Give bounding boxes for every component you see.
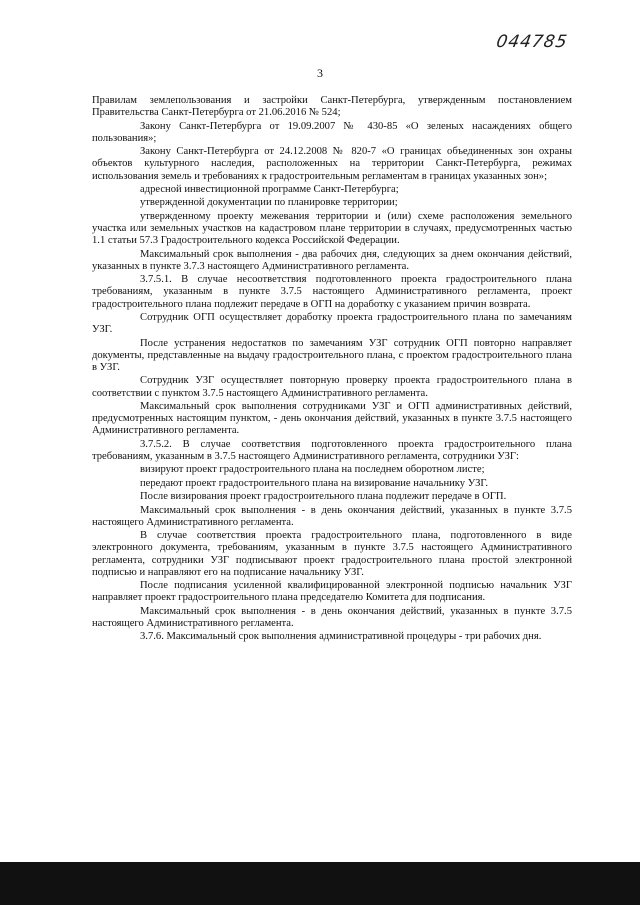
paragraph: После визирования проект градостроительного плана подлежит передаче в ОГП. [140, 491, 507, 503]
paragraph: 3.7.6. Максимальный срок выполнения административной процедуры - три рабочих дня. [140, 631, 542, 643]
paragraph: Правилам землепользования и застройки Санкт-Петербурга, утвержденным постановлением Правительства Санкт-Петербурга от 21.06.2016 № 524; [92, 95, 572, 119]
paragraph: Максимальный срок выполнения сотрудниками УЗГ и ОГП административных действий, предусмотренных настоящим пунктом, - день окончания действий, указанных в пункте 3.7.5 настоящего Административного регламента. [92, 400, 572, 437]
paragraph: 3.7.5.2. В случае соответствия подготовленного проекта градостроительного плана требованиям, указанным в 3.7.5 настоящего Административного регламента, сотрудники УЗГ: [92, 438, 572, 462]
paragraph: Сотрудник ОГП осуществляет доработку проекта градостроительного плана по замечаниям УЗГ. [92, 311, 572, 336]
paragraph: утвержденной документации по планировке территории; [140, 197, 398, 209]
paragraph: 3.7.5.1. В случае несоответствия подготовленного проекта градостроительного плана требованиям, указанным в пункте 3.7.5 настоящего Административного регламента, проект градостроительного плана подлежит передаче в ОГП на доработку с указанием причин возврата. [92, 274, 572, 310]
paragraph: После устранения недостатков по замечаниям УЗГ сотрудник ОГП повторно направляет документы, представленные на выдачу градостроительного плана, с проектом градостроительного плана в УЗГ. [92, 337, 572, 373]
paragraph: утвержденному проекту межевания территории и (или) схеме расположения земельного участка или земельных участков на кадастровом плане территории в случаях, предусмотренных частью 1.1 статьи 57.3 Градостроительного кодекса Российской Федерации. [92, 210, 572, 247]
document-body [92, 95, 572, 645]
paragraph: визируют проект градостроительного плана на последнем оборотном листе; [140, 464, 485, 476]
paragraph: Сотрудник УЗГ осуществляет повторную проверку проекта градостроительного плана в соответствии с пунктом 3.7.5 настоящего Административного регламента. [92, 375, 572, 399]
paragraph: Максимальный срок выполнения - в день окончания действий, указанных в пункте 3.7.5 настоящего Административного регламента. [92, 504, 572, 528]
paragraph: адресной инвестиционной программе Санкт-Петербурга; [140, 183, 399, 195]
paragraph: Закону Санкт-Петербурга от 19.09.2007 № 430-85 «О зеленых насаждениях общего пользования»; [92, 120, 572, 144]
paragraph: Закону Санкт-Петербурга от 24.12.2008 № 820-7 «О границах объединенных зон охраны объектов культурного наследия, расположенных на территории Санкт-Петербурга, режимах использования земель и требованиях к градостроительным регламентам в границах указанных зон»; [92, 146, 572, 182]
paragraph: После подписания усиленной квалифицированной электронной подписью начальник УЗГ направляет проект градостроительного плана председателю Комитета для подписания. [92, 580, 572, 604]
paragraph: В случае соответствия проекта градостроительного плана, подготовленного в виде электронного документа, требованиям, указанным в пункте 3.7.5 настоящего Административного регламента, сотрудники УЗГ подписывают проект градостроительного плана простой электронной подписью и направляют его на подписание начальнику УЗГ. [92, 530, 572, 578]
scan-border-bottom [0, 862, 640, 905]
paragraph: Максимальный срок выполнения - два рабочих дня, следующих за днем окончания действий, указанных в пункте 3.7.3 настоящего Административного регламента. [92, 248, 572, 272]
handwritten-document-number: 044785 [494, 32, 570, 52]
page-number: 3 [317, 66, 323, 80]
paragraph: Максимальный срок выполнения - в день окончания действий, указанных в пункте 3.7.5 настоящего Административного регламента. [92, 605, 572, 629]
paragraph: передают проект градостроительного плана на визирование начальнику УЗГ. [140, 477, 488, 489]
